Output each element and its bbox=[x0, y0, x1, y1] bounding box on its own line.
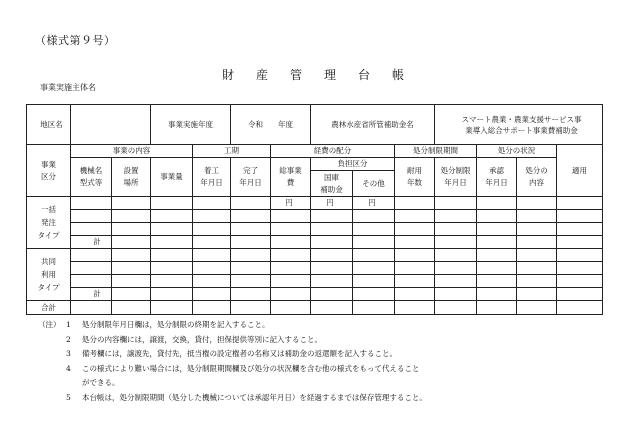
subtotal-row bbox=[27, 288, 603, 301]
note-number: 4 bbox=[66, 363, 71, 373]
location-header-line-1: 設置 bbox=[123, 166, 139, 175]
burden-header: 負担区分 bbox=[311, 158, 395, 171]
other-header: その他 bbox=[353, 171, 395, 197]
year-value[interactable]: 令和 年度 bbox=[231, 105, 311, 145]
note-number: 2 bbox=[66, 334, 71, 344]
disposal-status-header: 処分の状況 bbox=[477, 145, 557, 158]
total-header-line-1: 総事業 bbox=[279, 166, 302, 175]
disposal-content-header-line-1: 処分の bbox=[525, 166, 548, 175]
limit-date-header-line-1: 処分制限 bbox=[440, 166, 471, 175]
useful-header-line-2: 年数 bbox=[407, 178, 422, 187]
grand-total-row bbox=[27, 301, 603, 315]
total-header-line-2: 費 bbox=[286, 178, 295, 187]
end-header-line-2: 年月日 bbox=[239, 178, 262, 187]
subsidy-value-line-1: スマート農業・農業支援サービス事 bbox=[461, 114, 582, 124]
cost-header: 経費の配分 bbox=[271, 145, 395, 158]
section-b-line-1: 共同 bbox=[41, 257, 56, 266]
location-header bbox=[112, 158, 151, 197]
section-a-line-1: 一括 bbox=[41, 205, 56, 214]
limit-date-header-line-2: 年月日 bbox=[444, 178, 467, 187]
header-row-1 bbox=[27, 145, 603, 158]
total-cost-header bbox=[271, 158, 311, 197]
header-row-2 bbox=[27, 158, 603, 171]
section-b-line-3: タイプ bbox=[37, 283, 60, 292]
useful-life-header bbox=[395, 158, 435, 197]
note-text: 処分制限年月日欄は，処分制限の終期を記入すること。 bbox=[82, 320, 270, 329]
asset-ledger-table bbox=[26, 104, 603, 315]
table-row bbox=[27, 223, 603, 236]
machine-header-line-1: 機械名 bbox=[79, 166, 103, 175]
note-item bbox=[38, 333, 427, 348]
disposal-content-header-line-2: 内容 bbox=[529, 178, 545, 187]
subtotal-label: 計 bbox=[71, 288, 112, 301]
note-item bbox=[38, 391, 427, 406]
table-row bbox=[27, 210, 603, 223]
category-header bbox=[27, 145, 71, 197]
note-text: 本台帳は，処分制限期間（処分した機械については承認年月日）を経過するまでは保存管理すること。 bbox=[82, 392, 427, 402]
table-row bbox=[27, 197, 603, 210]
subsidy-label: 農林水産省所管補助金名 bbox=[311, 105, 435, 145]
district-value[interactable] bbox=[71, 105, 151, 145]
section-b-line-2: 利用 bbox=[41, 270, 56, 279]
year-label: 事業実施年度 bbox=[151, 105, 231, 145]
table-row bbox=[27, 262, 603, 275]
yen-unit: 円 bbox=[311, 197, 353, 210]
useful-header-line-1: 耐用 bbox=[407, 166, 422, 175]
subtotal-row bbox=[27, 236, 603, 249]
yen-unit: 円 bbox=[271, 197, 311, 210]
grand-total-label: 合計 bbox=[27, 301, 71, 315]
note-item bbox=[38, 376, 427, 391]
machine-header bbox=[71, 158, 112, 197]
note-text: 備考欄には，譲渡先，貸付先，抵当権の設定権者の名称又は補助金の返還額を記入すること。 bbox=[82, 349, 397, 359]
notes bbox=[38, 318, 427, 406]
note-number: 1 bbox=[66, 320, 71, 329]
note-number: 3 bbox=[66, 349, 71, 359]
subsidy-value bbox=[435, 105, 603, 145]
yen-unit: 円 bbox=[353, 197, 395, 210]
page-title: 財産管理台帳 bbox=[221, 68, 426, 82]
end-date-header bbox=[231, 158, 271, 197]
note-text: この様式により難い場合には，処分制限期間欄及び処分の状況欄を含む他の様式をもって代えること bbox=[82, 363, 420, 373]
national-subsidy-header bbox=[311, 171, 353, 197]
note-number: 5 bbox=[66, 392, 71, 402]
start-header-line-2: 年月日 bbox=[200, 178, 223, 187]
national-header-line-1: 国庫 bbox=[324, 172, 339, 182]
limit-period-header: 処分制限期間 bbox=[395, 145, 477, 158]
table-row bbox=[27, 249, 603, 262]
approval-header-line-2: 年月日 bbox=[485, 178, 508, 187]
entity-label: 事業実施主体名 bbox=[40, 83, 96, 92]
section-a-line-2: 発注 bbox=[41, 218, 56, 227]
remarks-header: 適用 bbox=[557, 145, 603, 197]
note-item bbox=[38, 347, 427, 362]
note-item bbox=[38, 318, 427, 333]
end-header-line-1: 完了 bbox=[243, 166, 258, 175]
note-item bbox=[38, 362, 427, 377]
start-header-line-1: 着工 bbox=[204, 166, 219, 175]
approval-date-header bbox=[477, 158, 517, 197]
section-a-line-3: タイプ bbox=[37, 231, 60, 240]
section-lump-order bbox=[27, 197, 71, 249]
period-header: 工期 bbox=[193, 145, 271, 158]
section-joint-use bbox=[27, 249, 71, 301]
category-header-line-1: 事業 bbox=[41, 159, 56, 169]
note-text: ができる。 bbox=[82, 378, 120, 388]
limit-date-header bbox=[435, 158, 477, 197]
table-row bbox=[27, 275, 603, 288]
form-number: （様式第９号） bbox=[35, 34, 116, 47]
info-row bbox=[27, 105, 603, 145]
subtotal-label: 計 bbox=[71, 236, 112, 249]
disposal-content-header bbox=[517, 158, 557, 197]
content-header: 事業の内容 bbox=[71, 145, 193, 158]
location-header-line-2: 場所 bbox=[123, 178, 139, 187]
note-text: 処分の内容欄には，譲渡，交換，貸付，担保提供等別に記入すること。 bbox=[82, 334, 322, 344]
notes-label: （注） bbox=[38, 320, 61, 329]
start-date-header bbox=[193, 158, 231, 197]
approval-header-line-1: 承認 bbox=[489, 166, 505, 175]
machine-header-line-2: 型式等 bbox=[79, 178, 103, 187]
note-number bbox=[66, 376, 82, 391]
national-header-line-2: 補助金 bbox=[320, 184, 343, 194]
quantity-header: 事業量 bbox=[151, 158, 193, 197]
district-label: 地区名 bbox=[27, 105, 71, 145]
subsidy-value-line-2: 業導入総合サポート事業費補助金 bbox=[465, 125, 578, 135]
category-header-line-2: 区分 bbox=[41, 171, 56, 181]
